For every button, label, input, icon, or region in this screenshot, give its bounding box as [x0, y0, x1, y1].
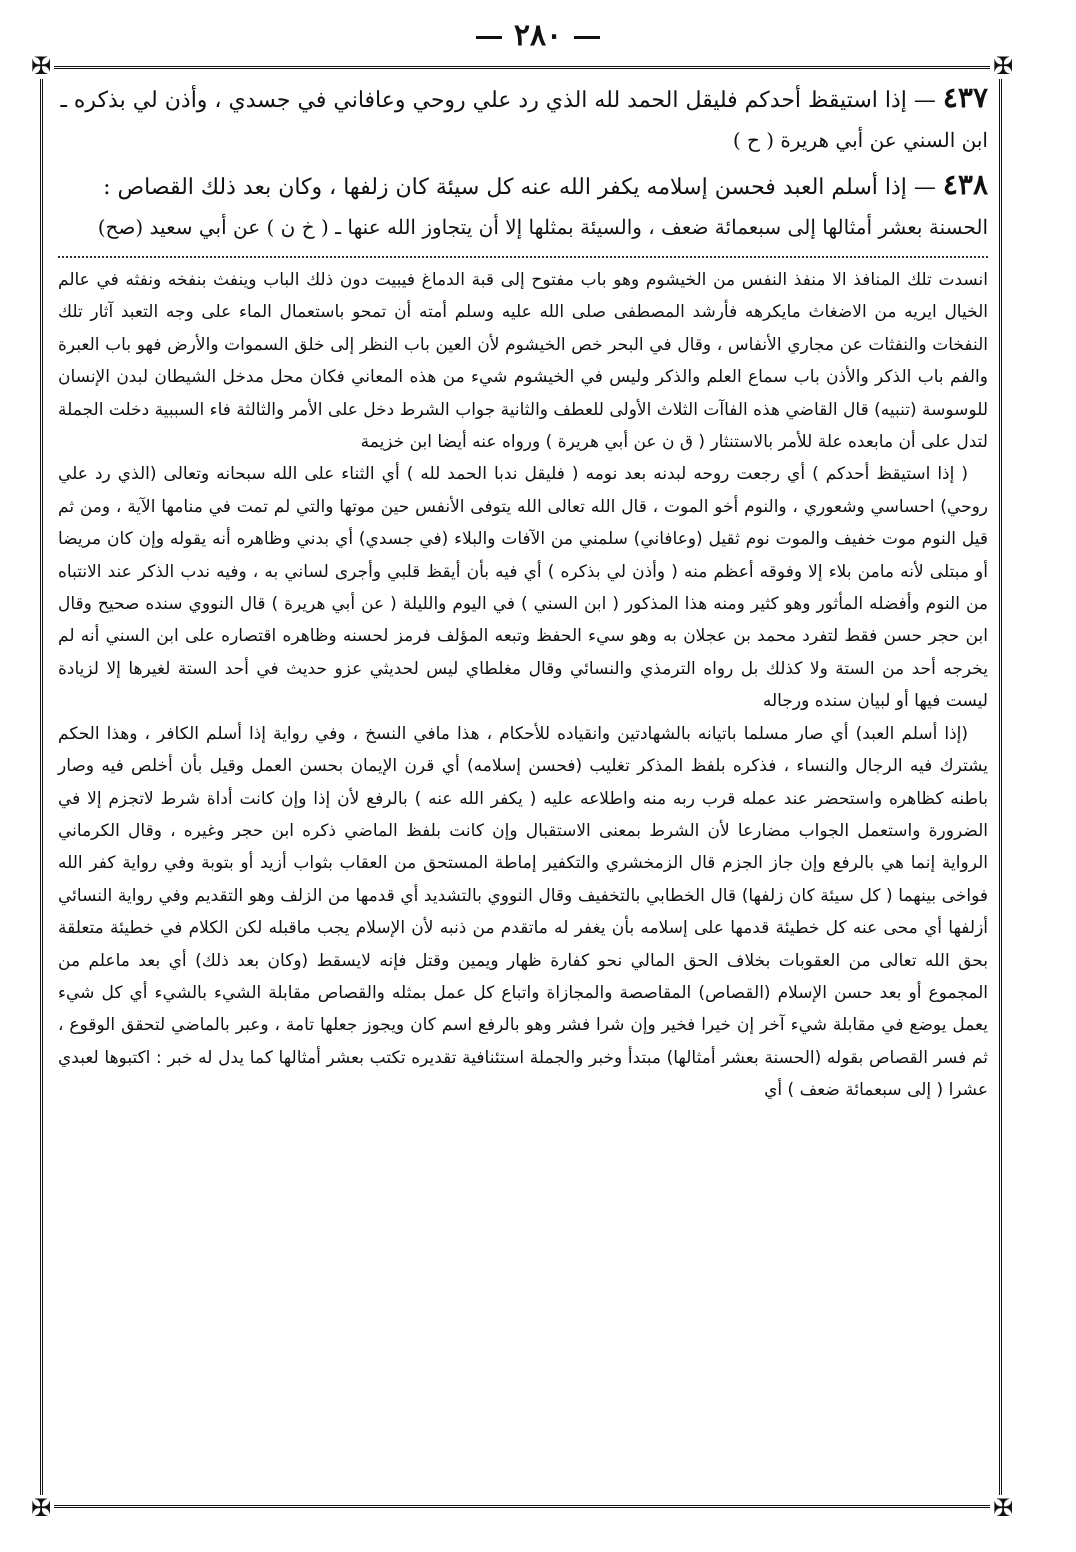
corner-ornament-icon: ✠: [990, 1495, 1016, 1521]
dash-left: [476, 36, 502, 39]
hadith-text: — إذا أسلم العبد فحسن إسلامه يكفر الله عنه كل سيئة كان زلفها ، وكان بعد ذلك القصاص :: [103, 175, 936, 200]
page-number-text: ٢٨٠: [513, 18, 563, 53]
commentary-paragraph: (إذا أسلم العبد) أي صار مسلما باتيانه بالشهادتين وانقياده للأحكام ، هذا مافي النسخ ، وفي رواية إذا أسلم الكافر ، وهذا الحكم يشترك فيه الرجال والنساء ، فذكره بلفظ المذكر تغليب (فحسن إسلامه) أي قرن الإيمان بحسن العمل وقيل بأن أخلص فيه وصار باطنه كظاهره واستحضر عند عمله قرب ربه منه واطلاعه عليه ( يكفر الله عنه ) بالرفع لأن إذا وإن كانت أداة شرط لاتجزم إلا في الضرورة واستعمل الجواب مضارعا لأن الشرط بمعنى الاستقبال وإن كانت بلفظ الماضي ذكره ابن حجر وغيره ، وقال الكرماني الرواية إنما هي بالرفع وإن جاز الجزم قال الزمخشري والتكفير إماطة المستحق من العقاب بثواب أزيد أو بتوبة وفي رواية كفر الله فواخى بينهما ( كل سيئة كان زلفها) قال الخطابي بالتخفيف وقال النووي بالتشديد أي قدمها من الزلف وهو التقديم وفي رواية النسائي أزلفها أي محى عنه كل خطيئة قدمها على إسلامه بأن يغفر له ماتقدم من ذنبه لأن الإسلام يجب ماقبله لكن الكلام في خطيئة متعلقة بحق الله تعالى من العقوبات بخلاف الحق المالي نحو كفارة ظهار ويمين وقتل فإنه لايسقط (وكان بعد ذلك) أي بعد ماعلم من المجموع أو بعد حسن الإسلام (القصاص) المقاصصة والمجازاة واتباع كل عمل بمثله والقصاص مقابلة الشيء بالشيء أي كل شيء يعمل يوضع في مقابلة شيء آخر إن خيرا فخير وإن شرا فشر وهو بالرفع اسم كان ويجوز جعلها تامة ، وعبر بالماضي لتحقق الوقوع ، ثم فسر القصاص بقوله (الحسنة بعشر أمثالها) مبتدأ وخبر والجملة استئنافية تقديره تكتب بعشر أمثالها كما يدل له خبر : اكتبوها لعبدي عشرا ( إلى سبعمائة ضعف ) أي: [58, 723, 988, 1101]
corner-ornament-icon: ✠: [990, 53, 1016, 79]
hadith-number: ٤٣٨: [942, 168, 988, 201]
hadith-source: ابن السني عن أبي هريرة ( ح ): [732, 128, 988, 152]
commentary-paragraph: ( إذا استيقظ أحدكم ) أي رجعت روحه لبدنه بعد نومه ( فليقل ندبا الحمد لله ) أي الثناء على الله سبحانه وتعالى (الذي رد علي روحي) احساسي وشعوري ، والنوم أخو الموت ، قال الله تعالى الله يتوفى الأنفس حين موتها والتي لم تمت في منامها الآية ، ومن ثم قيل النوم موت خفيف والموت نوم ثقيل (وعافاني) سلمني من الآفات والبلاء (في جسدي) أي بدني وظاهره أنه يقوله وإن كان مريضا أو مبتلى لأنه مامن بلاء إلا وفوقه أعظم منه ( وأذن لي بذكره ) أي فيه بأن أيقظ قلبي وأجرى لساني به ، وفيه ندب الذكر عند الانتباه من النوم وأفضله المأثور وهو كثير ومنه هذا المذكور ( ابن السني ) في اليوم والليلة ( عن أبي هريرة ) قال النووي سنده صحيح وقال ابن حجر حسن فقط لتفرد محمد بن عجلان به وهو سيء الحفظ وتبعه المؤلف فرمز لحسنه وظاهره اقتصاره على ابن السني أنه لم يخرجه أحد من الستة ولا كذلك بل رواه الترمذي والنسائي وقال مغلطاي ليس لحديثي عزو حديث في أحد الستة لغيرها إلا لزيادة ليست فيها أو لبيان سنده ورجاله: [58, 464, 988, 712]
hadith-text: — إذا استيقظ أحدكم فليقل الحمد لله الذي رد علي روحي وعافاني في جسدي ، وأذن لي بذكره ـ: [60, 88, 936, 113]
corner-ornament-icon: ✠: [28, 1495, 54, 1521]
commentary-paragraph: انسدت تلك المنافذ الا منفذ النفس من الخيشوم وهو باب مفتوح إلى قبة الدماغ فيبيت دون ذلك الباب وينفث بنفخه ونفثه في عالم الخيال ايريه من الاضغاث مايكرهه فأرشد المصطفى صلى الله عليه وسلم أمته أن تمحو باستعمال الماء على وجه التعبد آثار تلك النفخات والنفثات عن مجاري الأنفاس ، وقال في البحر خص الخيشوم لأن العين باب النظر إلى خلق السموات والأرض فهو باب العبرة والفم باب الذكر والأذن باب سماع العلم والذكر وليس في الخيشوم شيء من هذه المعاني فكان محل مدخل الشيطان لبدن الإنسان للوسوسة (تنبيه) قال القاضي هذه الفاآت الثلاث الأولى للعطف والثانية جواب الشرط دخل على الأمر والثالثة فاء السببية دخلت الجملة لتدل على أن مابعده علة للأمر بالاستنثار ( ق ن عن أبي هريرة ) ورواه عنه أيضا ابن خزيمة: [58, 270, 988, 453]
hadith-437: [58, 78, 988, 121]
page-number: [0, 18, 1076, 53]
hadith-source: الحسنة بعشر أمثالها إلى سبعمائة ضعف ، والسيئة بمثلها إلا أن يتجاوز الله عنها ـ ( خ ن ) عن أبي سعيد (صح): [97, 215, 988, 239]
content-area: [58, 78, 988, 1107]
dash-right: [574, 36, 600, 39]
hadith-438: [58, 165, 988, 208]
dotted-divider: [58, 256, 988, 258]
corner-ornament-icon: ✠: [28, 53, 54, 79]
hadith-number: ٤٣٧: [942, 81, 988, 114]
